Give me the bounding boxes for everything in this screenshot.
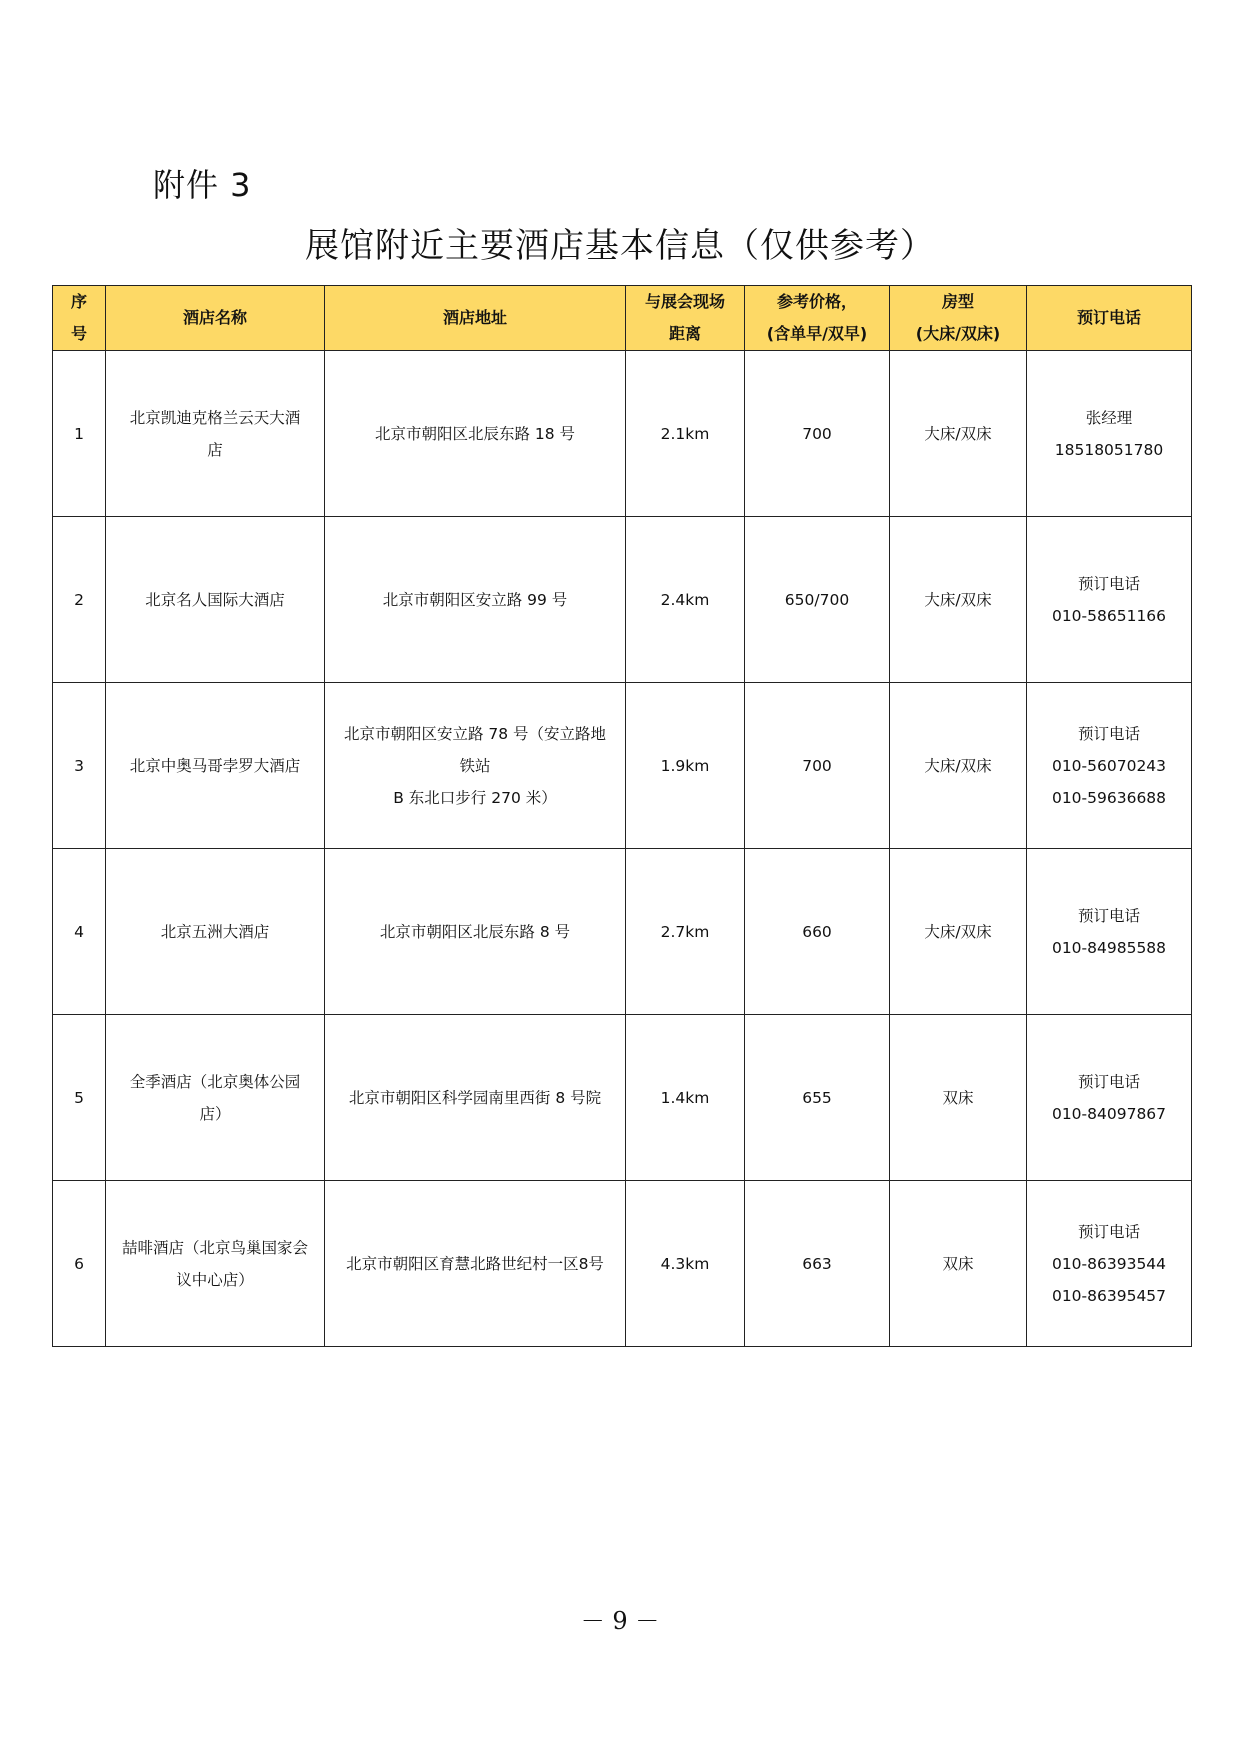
cell-distance: 1.4km <box>626 1015 745 1181</box>
cell-address: 北京市朝阳区安立路 78 号（安立路地 铁站 B 东北口步行 270 米） <box>325 683 626 849</box>
hotel-table <box>52 285 1192 1347</box>
header-room: 房型 (大床/双床) <box>890 286 1027 351</box>
cell-no: 3 <box>53 683 106 849</box>
cell-no: 2 <box>53 517 106 683</box>
cell-room: 大床/双床 <box>890 849 1027 1015</box>
attachment-label: 附件 3 <box>153 166 252 204</box>
cell-phone: 预订电话 010-86393544 010-86395457 <box>1027 1181 1192 1347</box>
cell-distance: 2.7km <box>626 849 745 1015</box>
cell-price: 700 <box>745 683 890 849</box>
header-name: 酒店名称 <box>106 286 325 351</box>
cell-name: 全季酒店（北京奥体公园 店） <box>106 1015 325 1181</box>
cell-distance: 2.1km <box>626 351 745 517</box>
cell-distance: 2.4km <box>626 517 745 683</box>
cell-address: 北京市朝阳区科学园南里西街 8 号院 <box>325 1015 626 1181</box>
table-row <box>53 351 1192 517</box>
header-address: 酒店地址 <box>325 286 626 351</box>
cell-room: 大床/双床 <box>890 517 1027 683</box>
cell-name: 北京凯迪克格兰云天大酒 店 <box>106 351 325 517</box>
header-distance: 与展会现场 距离 <box>626 286 745 351</box>
header-no: 序 号 <box>53 286 106 351</box>
cell-room: 大床/双床 <box>890 351 1027 517</box>
cell-no: 1 <box>53 351 106 517</box>
table-row <box>53 517 1192 683</box>
cell-address: 北京市朝阳区北辰东路 8 号 <box>325 849 626 1015</box>
cell-price: 663 <box>745 1181 890 1347</box>
cell-phone: 预订电话 010-84097867 <box>1027 1015 1192 1181</box>
cell-room: 双床 <box>890 1015 1027 1181</box>
cell-address: 北京市朝阳区北辰东路 18 号 <box>325 351 626 517</box>
cell-distance: 1.9km <box>626 683 745 849</box>
table-row <box>53 849 1192 1015</box>
cell-name: 北京五洲大酒店 <box>106 849 325 1015</box>
document-title: 展馆附近主要酒店基本信息（仅供参考） <box>305 226 935 266</box>
header-phone: 预订电话 <box>1027 286 1192 351</box>
table-row <box>53 683 1192 849</box>
cell-price: 660 <box>745 849 890 1015</box>
cell-address: 北京市朝阳区安立路 99 号 <box>325 517 626 683</box>
cell-price: 655 <box>745 1015 890 1181</box>
cell-name: 北京名人国际大酒店 <box>106 517 325 683</box>
cell-price: 700 <box>745 351 890 517</box>
cell-name: 喆啡酒店（北京鸟巢国家会 议中心店） <box>106 1181 325 1347</box>
cell-no: 6 <box>53 1181 106 1347</box>
cell-no: 5 <box>53 1015 106 1181</box>
cell-no: 4 <box>53 849 106 1015</box>
cell-phone: 张经理 18518051780 <box>1027 351 1192 517</box>
page-number: － 9 － <box>580 1607 660 1635</box>
table-row <box>53 1015 1192 1181</box>
cell-phone: 预订电话 010-58651166 <box>1027 517 1192 683</box>
cell-name: 北京中奥马哥孛罗大酒店 <box>106 683 325 849</box>
cell-room: 双床 <box>890 1181 1027 1347</box>
cell-phone: 预订电话 010-56070243 010-59636688 <box>1027 683 1192 849</box>
table-row <box>53 1181 1192 1347</box>
header-price: 参考价格， (含单早/双早) <box>745 286 890 351</box>
cell-room: 大床/双床 <box>890 683 1027 849</box>
cell-distance: 4.3km <box>626 1181 745 1347</box>
cell-address: 北京市朝阳区育慧北路世纪村一区8号 <box>325 1181 626 1347</box>
cell-price: 650/700 <box>745 517 890 683</box>
table-header-row <box>53 286 1192 351</box>
cell-phone: 预订电话 010-84985588 <box>1027 849 1192 1015</box>
